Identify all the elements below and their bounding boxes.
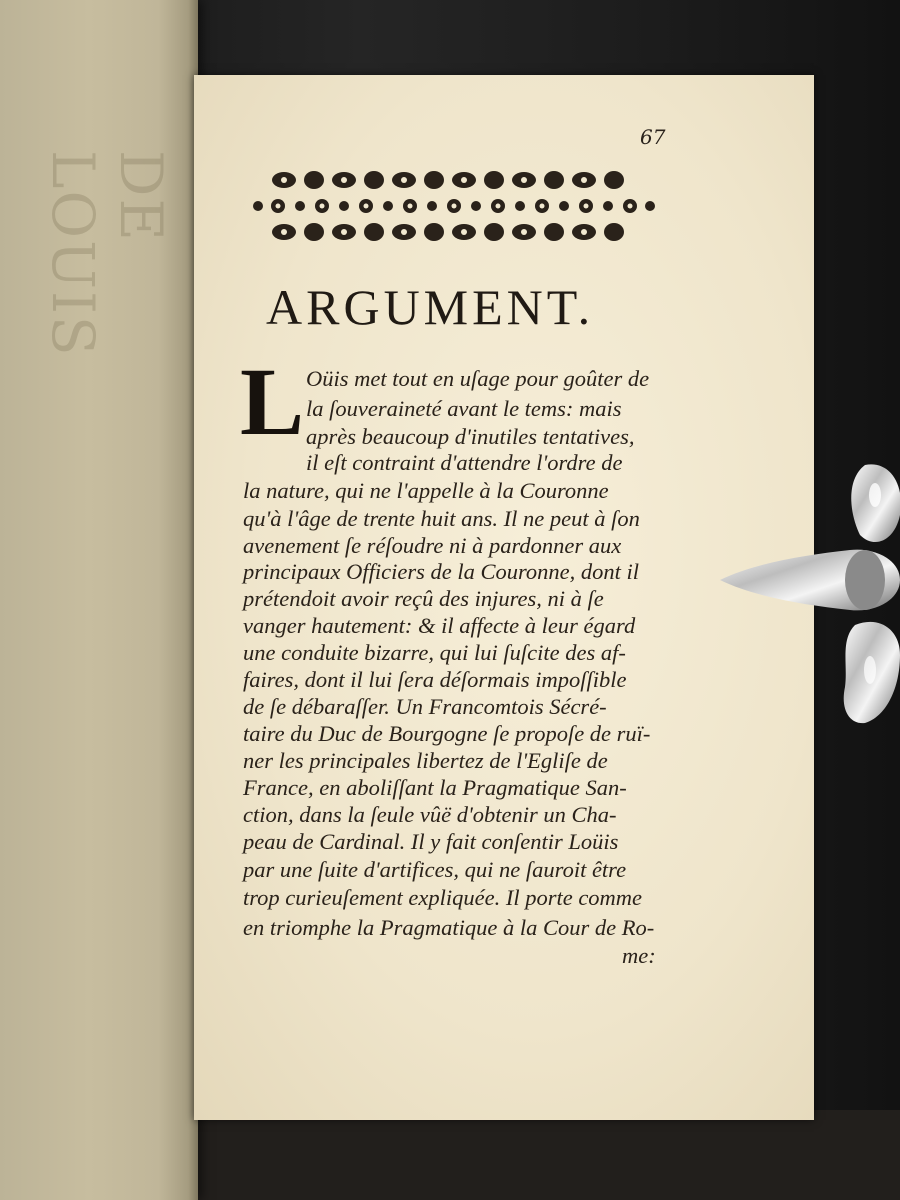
fleur-de-lis-page-clip xyxy=(715,455,900,735)
text-line: trop curieuſement expliquée. Il porte comme xyxy=(243,885,643,910)
text-line: il eſt contraint d'attendre l'ordre de xyxy=(306,450,623,475)
text-line: ction, dans la ſeule vûë d'obtenir un Cha- xyxy=(243,802,617,827)
ornament-row-top xyxy=(272,171,624,189)
text-line: Oüis met tout en uſage pour goûter de xyxy=(306,366,650,391)
page-title: ARGUMENT. xyxy=(266,279,595,335)
text-line: France, en aboliſſant la Pragmatique San- xyxy=(243,775,627,800)
catchword: me: xyxy=(622,943,656,968)
text-line: taire du Duc de Bourgogne ſe propoſe de ruï- xyxy=(243,721,651,746)
text-line: vanger hautement: & il affecte à leur égard xyxy=(243,613,636,638)
text-line: prétendoit avoir reçû des injures, ni à ſe xyxy=(243,586,604,611)
text-line: ner les principales libertez de l'Egliſe de xyxy=(243,748,608,773)
text-line: par une ſuite d'artifices, qui ne ſauroit être xyxy=(243,857,627,882)
text-line: faires, dont il lui ſera déſormais impoſſible xyxy=(243,667,627,692)
text-line: la nature, qui ne l'appelle à la Couronne xyxy=(243,478,609,503)
text-line: qu'à l'âge de trente huit ans. Il ne peut à ſon xyxy=(243,506,640,531)
ornamental-headpiece xyxy=(244,160,664,250)
drop-cap-initial: L xyxy=(240,348,305,455)
ornament-row-bottom xyxy=(272,223,624,241)
page-number: 67 xyxy=(640,125,666,149)
text-line: la ſouveraineté avant le tems: mais xyxy=(306,396,622,421)
show-through-text: DE LOUIS xyxy=(39,150,175,358)
text-line: après beaucoup d'inutiles tentatives, xyxy=(306,424,635,449)
text-line: une conduite bizarre, qui lui ſuſcite des af- xyxy=(243,640,626,665)
table-surface xyxy=(180,1110,900,1200)
left-facing-page xyxy=(0,0,198,1200)
text-line: de ſe débaraſſer. Un Francomtois Sécré- xyxy=(243,694,607,719)
text-line: peau de Cardinal. Il y fait conſentir Loüis xyxy=(243,829,619,854)
text-line: principaux Officiers de la Couronne, dont il xyxy=(243,559,640,584)
text-line: avenement ſe réſoudre ni à pardonner aux xyxy=(243,533,622,558)
text-line: en triomphe la Pragmatique à la Cour de Ro- xyxy=(243,915,655,940)
